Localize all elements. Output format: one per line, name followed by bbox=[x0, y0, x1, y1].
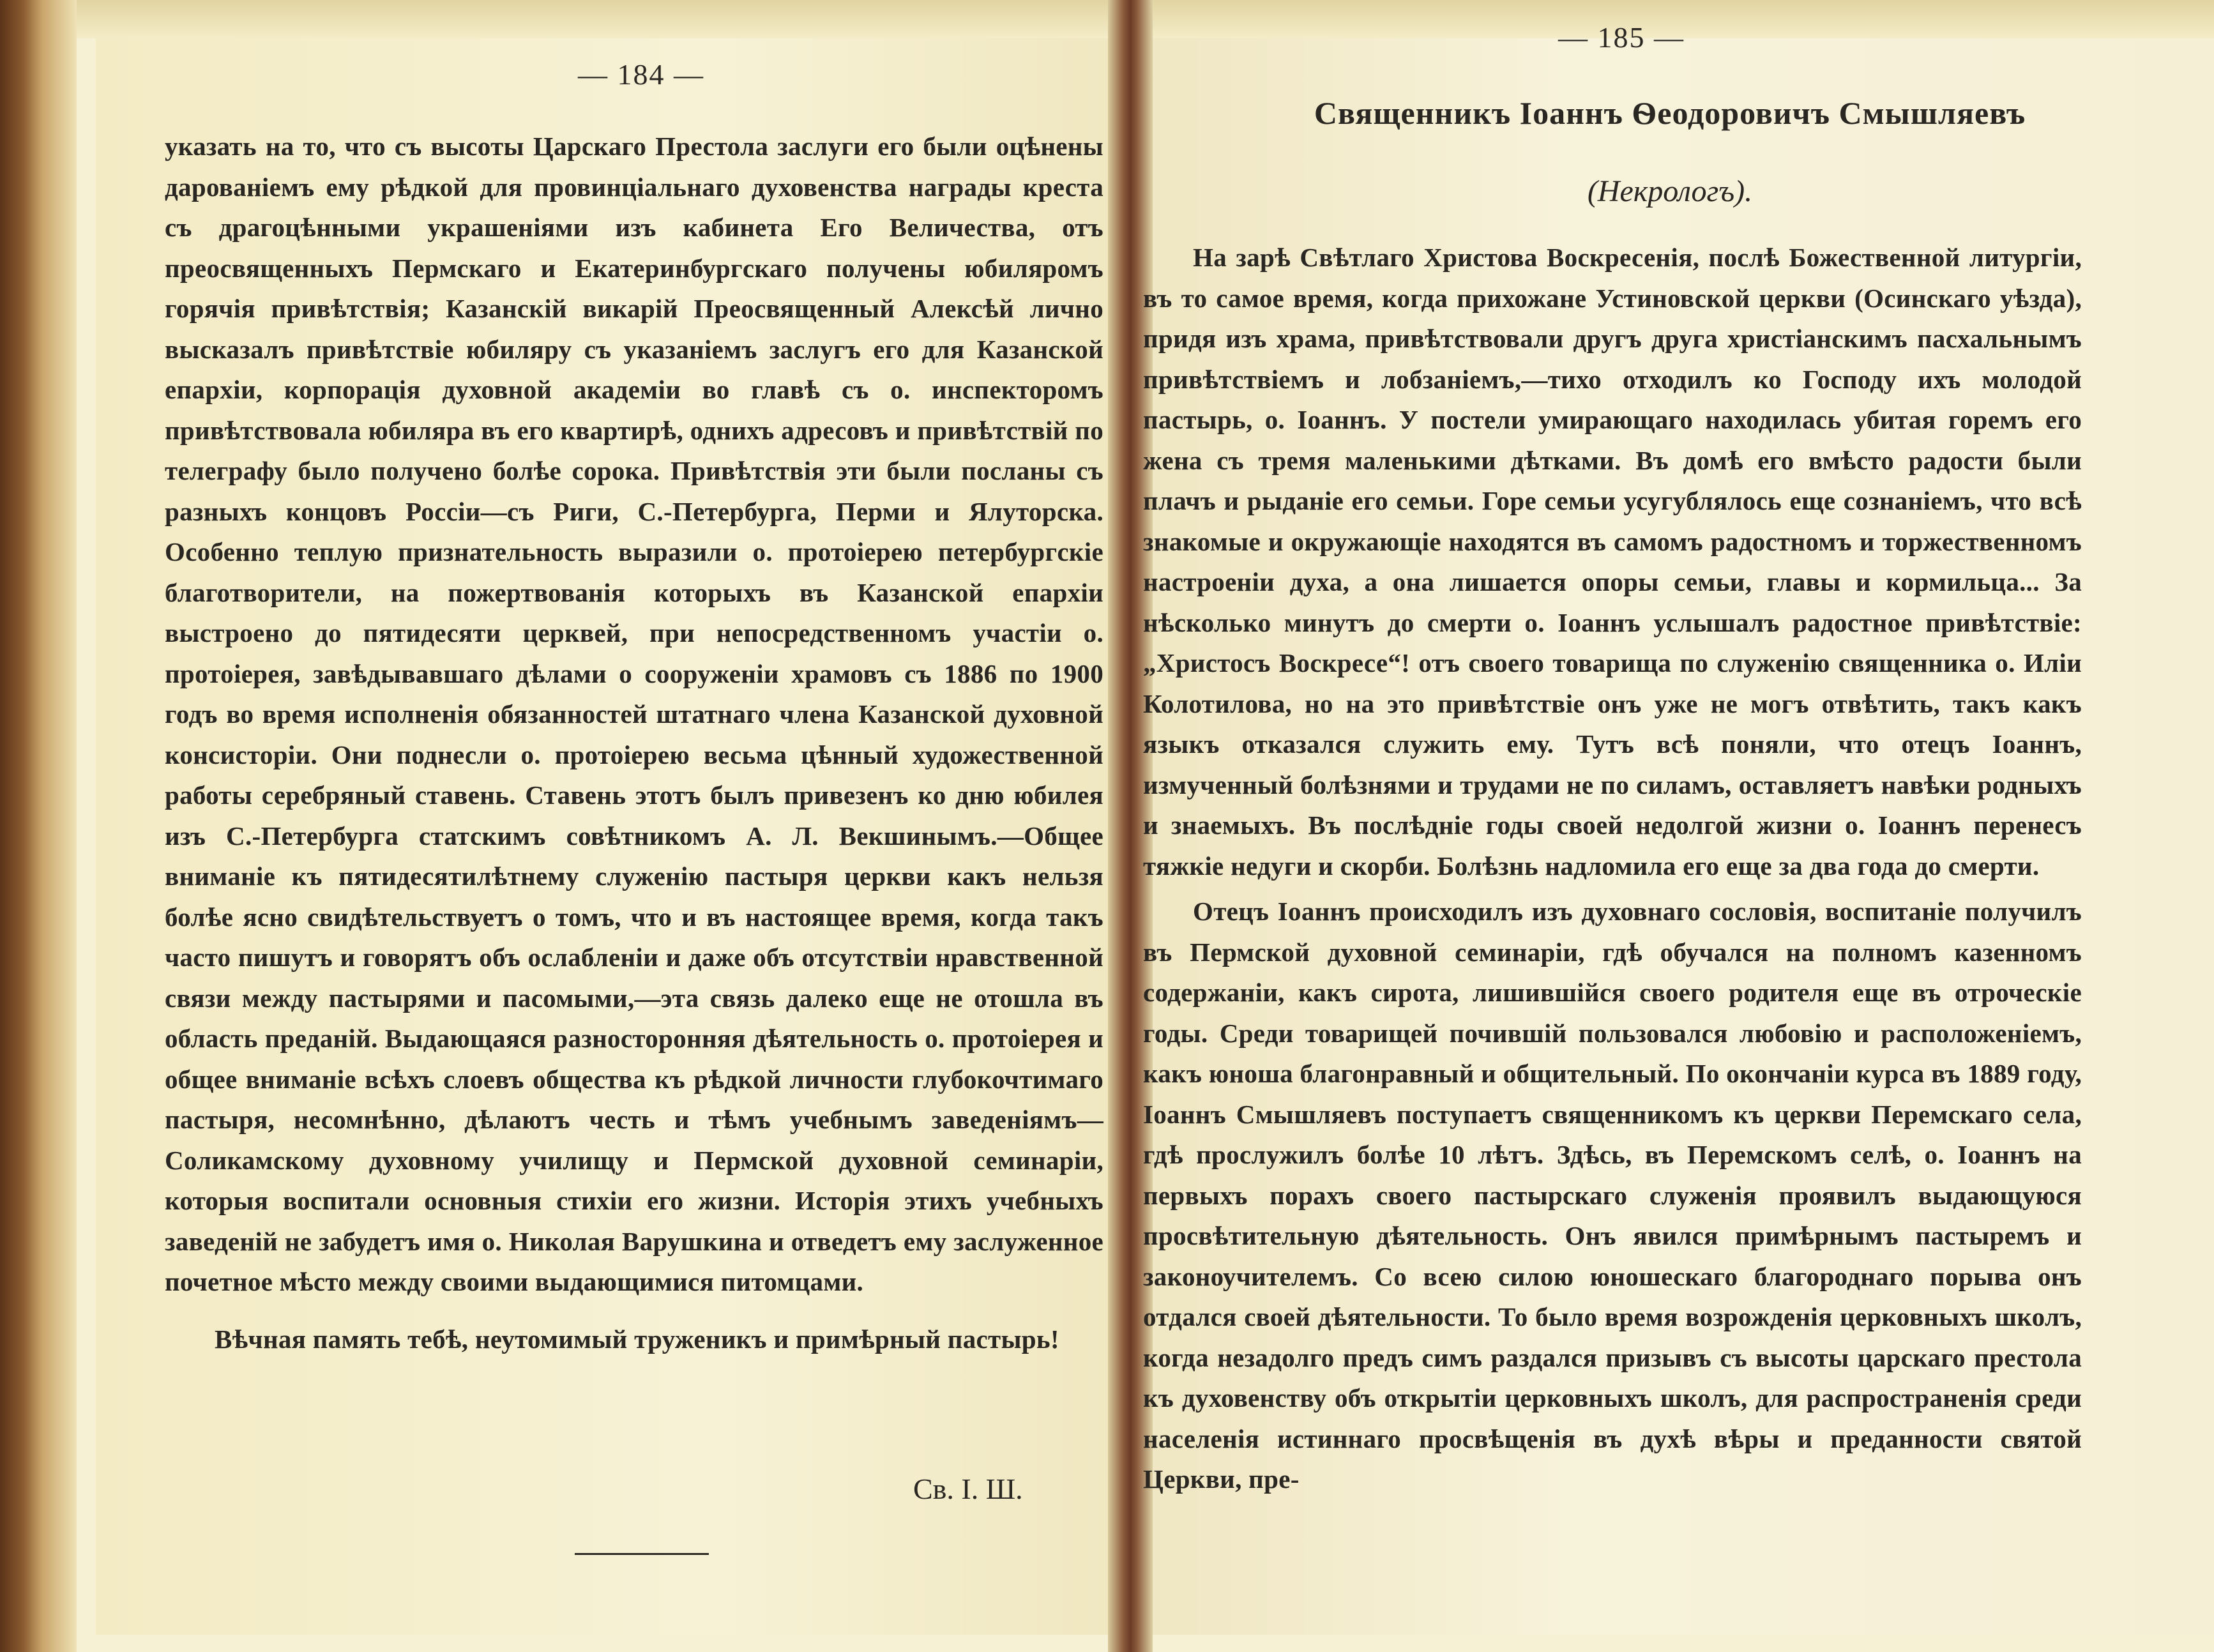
left-paragraph-1: указать на то, что съ высоты Царскаго Престола заслуги его были оцѣнены дарованіемъ ему рѣдкой для провинціальнаго духовенства награды креста съ драгоцѣнными украшеніями изъ кабинета Его Величества, отъ преосвященныхъ Пермскаго и Екатеринбургскаго получены юбиляромъ горячія привѣтствія; Казанскій викарій Преосвященный Алексѣй лично высказалъ привѣтствіе юбиляру съ указаніемъ заслугъ его для Казанской епархіи, корпорація духовной академіи во главѣ съ о. инспекторомъ привѣтствовала юбиляра въ его квартирѣ, однихъ адресовъ и привѣтствій по телеграфу было получено болѣе сорока. Привѣтствія эти были посланы съ разныхъ концовъ Россіи—съ Риги, С.-Петербурга, Перми и Ялуторска. Особенно теплую признательность выразили о. протоіерею петербургскіе благотворители, на пожертвованія которыхъ въ Казанской епархіи выстроено до пятидесяти церквей, при непосредственномъ участіи о. протоіерея, завѣдывавшаго дѣлами о сооруженіи храмовъ съ 1886 по 1900 годъ во время исполненія обязанностей штатнаго члена Казанской духовной консисторіи. Они поднесли о. протоіерею весьма цѣнный художественной работы серебряный ставень. Ставень этотъ былъ привезенъ ко дню юбилея изъ С.-Петербурга статскимъ совѣтникомъ А. Л. Векшинымъ.—Общее вниманіе къ пятидесятилѣтнему служенію пастыря церкви какъ нельзя болѣе ясно свидѣтельствуетъ о томъ, что и въ настоящее время, когда такъ часто пишутъ и говорятъ объ ослабленіи и даже объ отсутствіи нравственной связи между пастырями и пасомыми,—эта связь далеко еще не отошла въ область преданій. Выдающаяся разносторонняя дѣятельность о. протоіерея и общее вниманіе всѣхъ слоевъ общества къ рѣдкой личности глубокочтимаго пастыря, несомнѣнно, дѣлаютъ честь и тѣмъ учебнымъ заведеніямъ—Соликамскому духовному училищу и Пермской духовной семинаріи, которыя воспитали основныя стихіи его жизни. Исторія этихъ учебныхъ заведеній не забудетъ имя о. Николая Варушкина и отведетъ ему заслуженное почетное мѣсто между своими выдающимися питомцами. bbox=[165, 132, 1103, 1296]
right-paragraph-2: Отецъ Іоаннъ происходилъ изъ духовнаго сословія, воспитаніе получилъ въ Пермской духовной семинаріи, гдѣ обучался на полномъ казенномъ содержаніи, какъ сирота, лишившійся своего родителя еще въ отроческіе годы. Среди товарищей почившій пользовался любовію и расположеніемъ, какъ юноша благонравный и общительный. По окончаніи курса въ 1889 году, Іоаннъ Смышляевъ поступаетъ священникомъ къ церкви Перемскаго села, гдѣ прослужилъ болѣе 10 лѣтъ. Здѣсь, въ Перемскомъ селѣ, о. Іоаннъ на первыхъ порахъ своего пастырскаго служенія проявилъ выдающуюся просвѣтительную дѣятельность. Онъ явился примѣрнымъ пастыремъ и законоучителемъ. Со всею силою юношескаго благороднаго порыва онъ отдался своей дѣятельности. То было время возрожденія церковныхъ школъ, когда незадолго предъ симъ раздался призывъ съ высоты царскаго престола къ духовенству объ открытіи церковныхъ школъ, для распространенія среди населенія истиннаго просвѣщенія въ духѣ вѣры и преданности святой Церкви, пре- bbox=[1143, 897, 2082, 1494]
right-page-body bbox=[1143, 238, 2082, 1500]
left-paragraph-2: Вѣчная память тебѣ, неутомимый труженикъ и примѣрный пастырь! bbox=[215, 1324, 1059, 1354]
end-rule bbox=[575, 1553, 709, 1555]
right-paragraph-1: На зарѣ Свѣтлаго Христова Воскресенія, послѣ Божественной литургіи, въ то самое время, когда прихожане Устиновской церкви (Осинскаго уѣзда), придя изъ храма, привѣтствовали другъ друга христіанскимъ пасхальнымъ привѣтствіемъ и лобзаніемъ,—тихо отходилъ ко Господу ихъ молодой пастырь, о. Іоаннъ. У постели умирающаго находилась убитая горемъ его жена съ тремя маленькими дѣтками. Въ домѣ его вмѣсто радости были плачъ и рыданіе его семьи. Горе семьи усугублялось еще сознаніемъ, что всѣ знакомые и окружающіе находятся въ самомъ радостномъ и торжественномъ настроеніи духа, а она лишается опоры семьи, главы и кормильца... За нѣсколько минутъ до смерти о. Іоаннъ услышалъ радостное привѣтствіе: „Христосъ Воскресе“! отъ своего товарища по служенію священника о. Иліи Колотилова, но на это привѣтствіе онъ уже не могъ отвѣтить, такъ какъ языкъ отказался служить ему. Тутъ всѣ поняли, что отецъ Іоаннъ, измученный болѣзнями и трудами не по силамъ, оставляетъ навѣки родныхъ и знаемыхъ. Въ послѣдніе годы своей недолгой жизни о. Іоаннъ перенесъ тяжкіе недуги и скорби. Болѣзнь надломила его еще за два года до смерти. bbox=[1143, 243, 2082, 881]
book-cover-edge bbox=[0, 0, 77, 1652]
left-page-number: — 184 — bbox=[578, 58, 704, 91]
article-subtitle: (Некрологъ). bbox=[1587, 174, 1753, 208]
article-title: Священникъ Іоаннъ Ѳеодоровичъ Смышляевъ bbox=[1314, 95, 2026, 131]
left-page-body bbox=[165, 126, 1103, 1360]
left-signature: Св. I. Ш. bbox=[913, 1473, 1023, 1505]
right-page-number: — 185 — bbox=[1558, 21, 1685, 54]
